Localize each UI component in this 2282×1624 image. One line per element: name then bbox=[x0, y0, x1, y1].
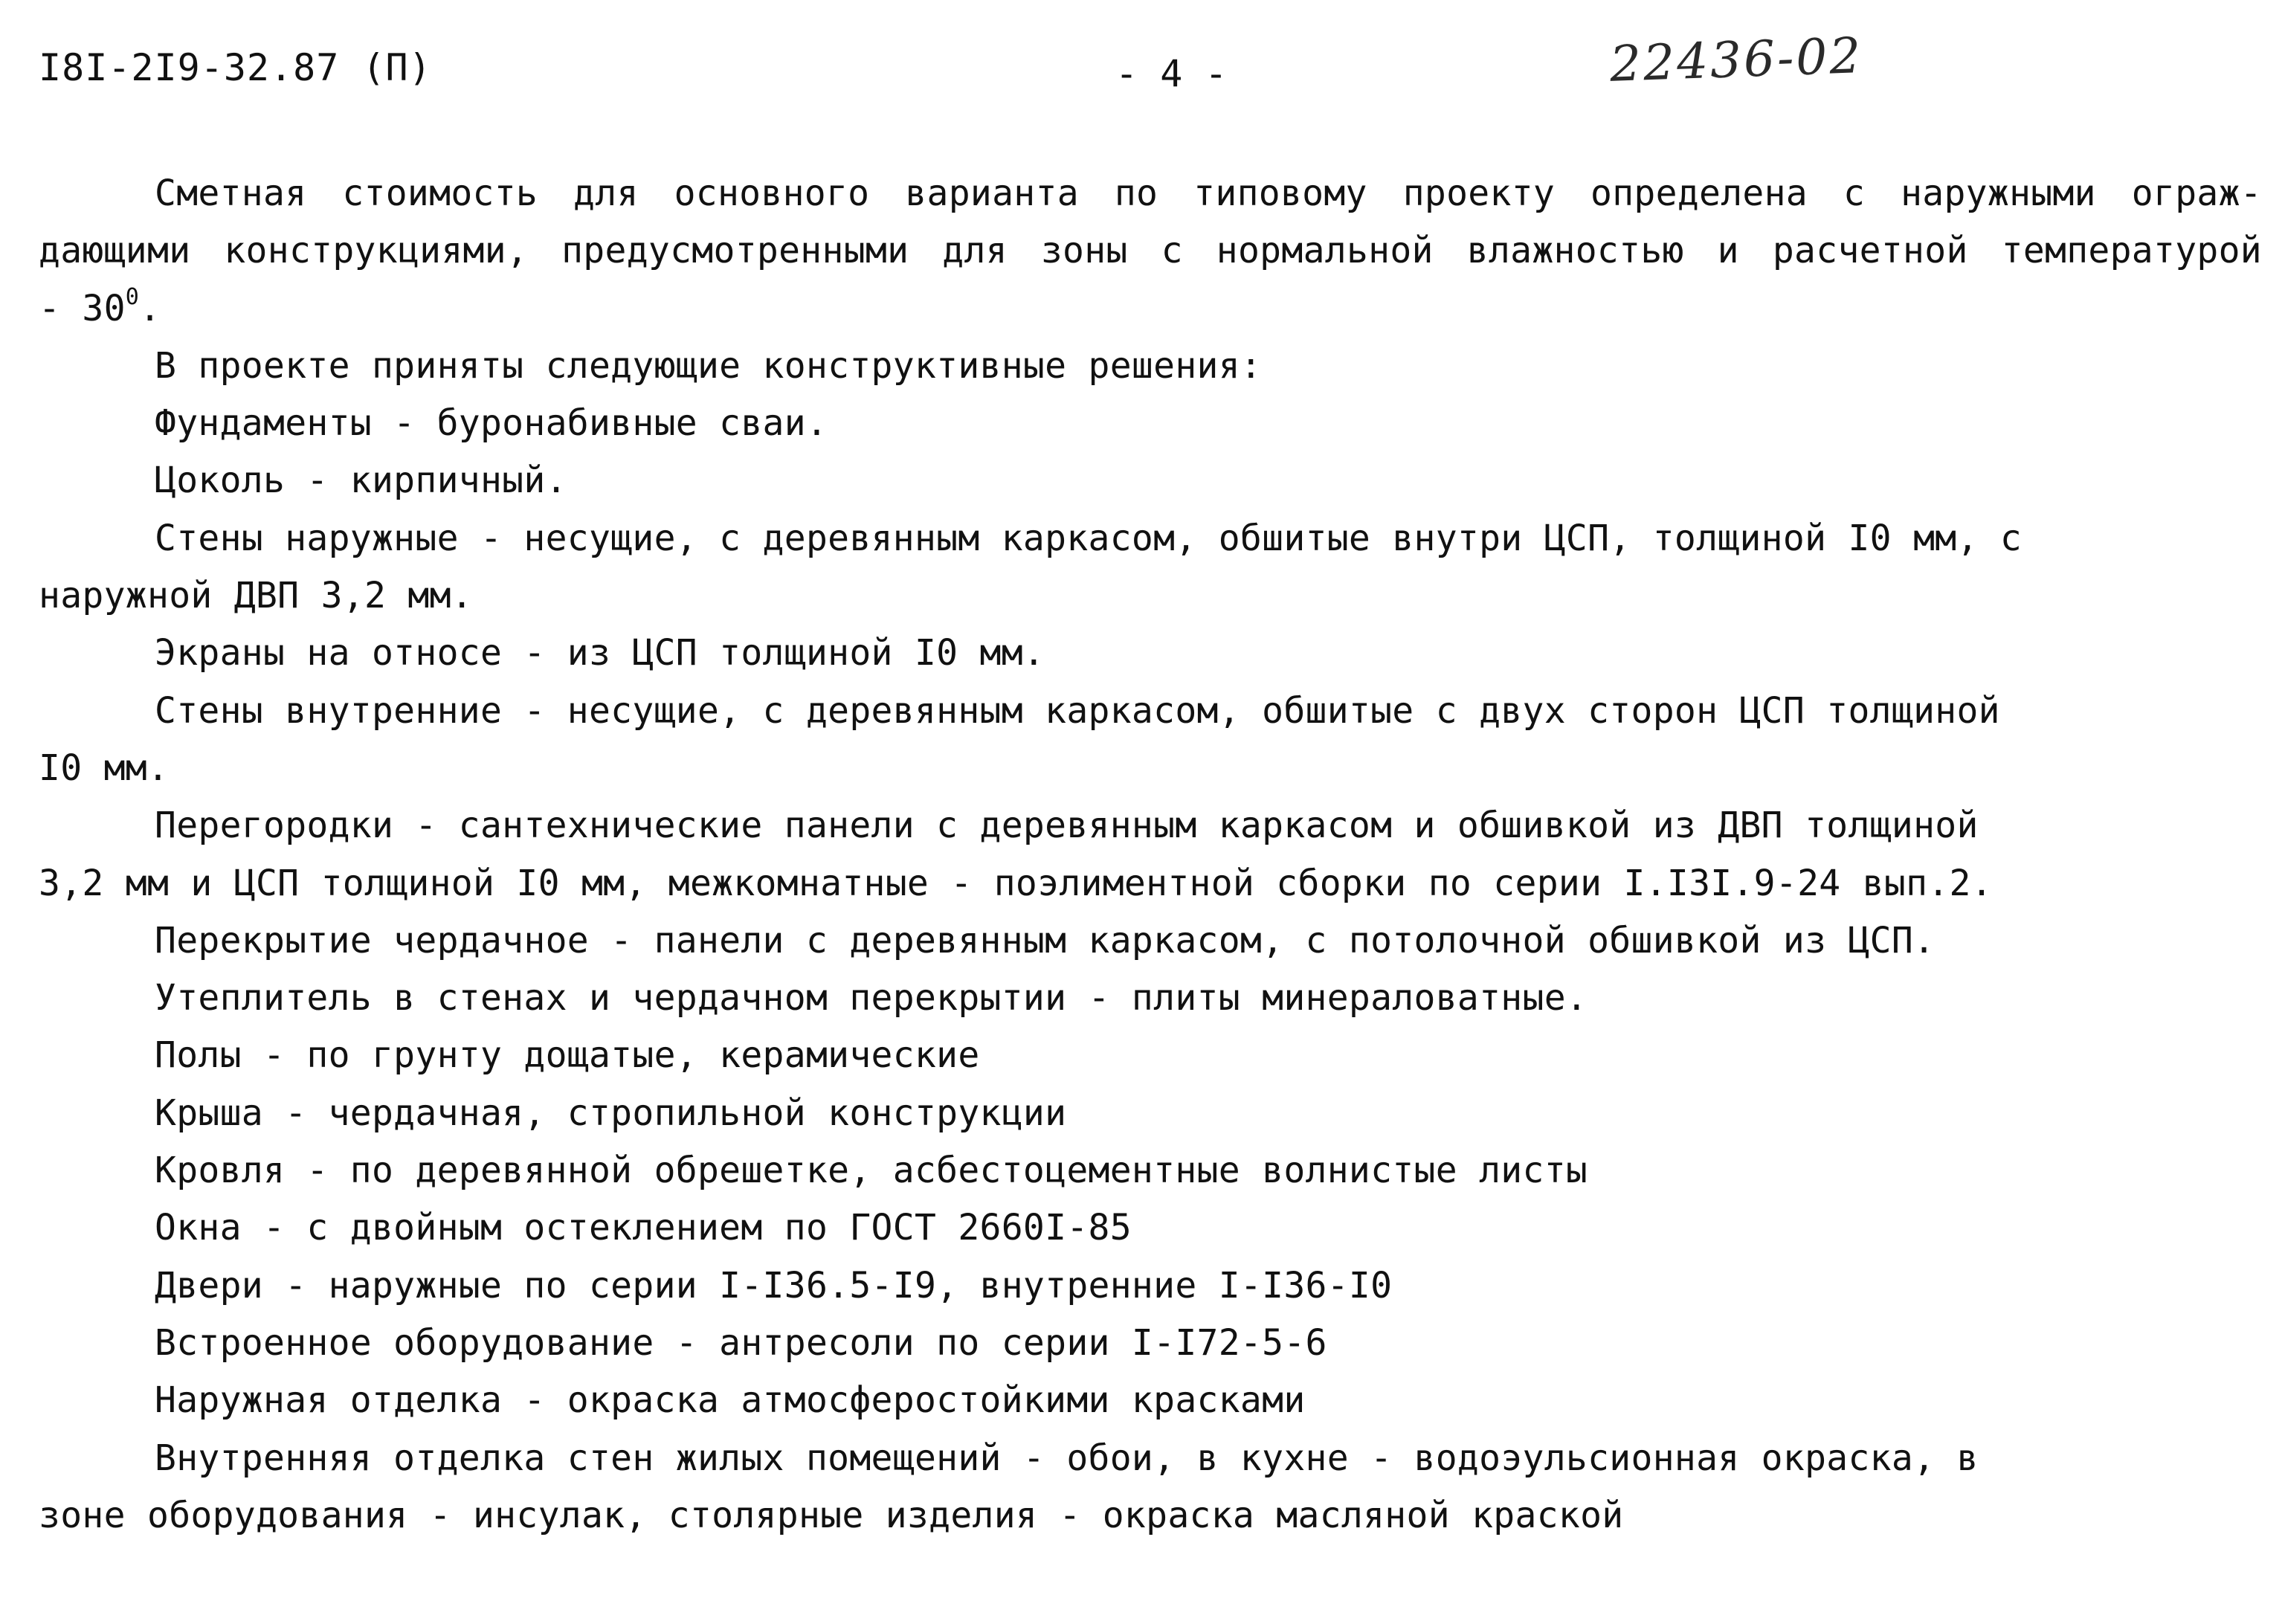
paragraph-doors bbox=[39, 1257, 2262, 1315]
text-line: наружной ДВП 3,2 мм. bbox=[39, 575, 473, 617]
text-line: 3,2 мм и ЦСП толщиной I0 мм, межкомнатные - поэлиментной сборки по серии I.I3I.9-24 вып.2. bbox=[39, 862, 1993, 904]
paragraph-partitions bbox=[39, 797, 2262, 912]
text-line: Кровля - по деревянной обрешетке, асбестоцементные волнистые листы bbox=[155, 1150, 1588, 1192]
text-line: Цоколь - кирпичный. bbox=[155, 460, 567, 502]
text-line: В проекте приняты следующие конструктивные решения: bbox=[155, 344, 1263, 387]
text-line: Внутренняя отделка стен жилых помещений - обои, в кухне - водоэульсионная окраска, в bbox=[155, 1437, 1979, 1479]
text-line: Утеплитель в стенах и чердачном перекрытии - плиты минераловатные. bbox=[155, 977, 1588, 1019]
paragraph-roof bbox=[39, 1085, 2262, 1142]
temperature-value: - 30 bbox=[39, 287, 126, 329]
text-line: Экраны на относе - из ЦСП толщиной I0 мм. bbox=[155, 632, 1045, 674]
document-body bbox=[39, 165, 2262, 1544]
text-line: Окна - с двойным остеклением по ГОСТ 2660I-85 bbox=[155, 1207, 1132, 1249]
text-line: дающими конструкциями, предусмотренными для зоны с нормальной влажностью и расчетной температурой bbox=[39, 230, 2262, 272]
paragraph-exterior-walls bbox=[39, 510, 2262, 625]
document-code: I8I-2I9-32.87 (П) bbox=[39, 46, 432, 89]
paragraph-foundations bbox=[39, 395, 2262, 452]
text-line: Фундаменты - буронабивные сваи. bbox=[155, 402, 828, 445]
paragraph-attic-floor bbox=[39, 912, 2262, 970]
paragraph-built-in-equipment bbox=[39, 1315, 2262, 1372]
paragraph-screens bbox=[39, 625, 2262, 682]
text-line: I0 мм. bbox=[39, 747, 170, 789]
paragraph-roofing bbox=[39, 1142, 2262, 1199]
text-line: Крыша - чердачная, стропильной конструкции bbox=[155, 1092, 1067, 1134]
text-line: Стены внутренние - несущие, с деревянным каркасом, обшитые с двух сторон ЦСП толщиной bbox=[155, 689, 2000, 732]
text-line: Сметная стоимость для основного варианта по типовому проекту определена с наружными ограж- bbox=[155, 173, 2262, 214]
paragraph-decisions-intro bbox=[39, 338, 2262, 395]
text-line: Перегородки - сантехнические панели с деревянным каркасом и обшивкой из ДВП толщиной bbox=[155, 805, 1979, 847]
paragraph-exterior-finish bbox=[39, 1372, 2262, 1429]
text-line: зоне оборудования - инсулак, столярные изделия - окраска масляной краской bbox=[39, 1494, 1624, 1536]
text-fragment: . bbox=[139, 287, 161, 329]
handwritten-inventory-number: 22436-02 bbox=[1608, 27, 1864, 93]
text-line: Перекрытие чердачное - панели с деревянным каркасом, с потолочной обшивкой из ЦСП. bbox=[155, 919, 1935, 961]
text-line: Встроенное оборудование - антресоли по серии I-I72-5-6 bbox=[155, 1321, 1327, 1364]
text-line: Наружная отделка - окраска атмосферостойкими красками bbox=[155, 1379, 1306, 1422]
paragraph-interior-finish bbox=[39, 1430, 2262, 1545]
paragraph-interior-walls bbox=[39, 683, 2262, 798]
paragraph-insulation bbox=[39, 970, 2262, 1027]
paragraph-windows bbox=[39, 1199, 2262, 1257]
text-line bbox=[39, 280, 2262, 338]
degree-superscript: 0 bbox=[125, 283, 140, 310]
page-number: - 4 - bbox=[1115, 52, 1228, 95]
text-line: Полы - по грунту дощатые, керамические bbox=[155, 1034, 980, 1077]
paragraph-estimate bbox=[39, 165, 2262, 338]
text-line: Двери - наружные по серии I-I36.5-I9, внутренние I-I36-I0 bbox=[155, 1264, 1393, 1306]
paragraph-floors bbox=[39, 1027, 2262, 1084]
paragraph-plinth bbox=[39, 452, 2262, 509]
text-line: Стены наружные - несущие, с деревянным каркасом, обшитые внутри ЦСП, толщиной I0 мм, с bbox=[155, 517, 2022, 559]
